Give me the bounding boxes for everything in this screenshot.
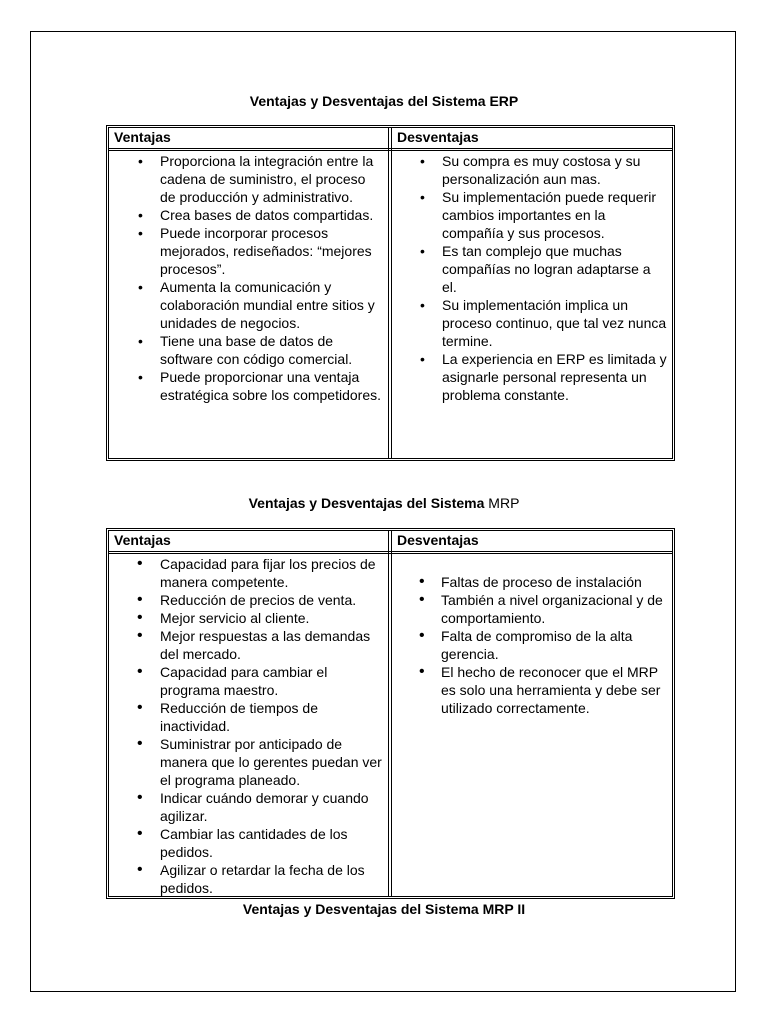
list-item: • Mejor respuestas a las demandas del mercado. [109, 627, 387, 663]
list-item: • Reducción de tiempos de inactividad. [109, 699, 387, 735]
list-item: • El hecho de reconocer que el MRP es solo una herramienta y debe ser utilizado correctamente. [391, 663, 673, 717]
list-item: • Aumenta la comunicación y colaboración mundial entre sitios y unidades de negocios. [109, 278, 387, 332]
mrp-header-desventajas: Desventajas [397, 532, 479, 548]
mrp-table [106, 528, 675, 899]
list-item: • Capacidad para fijar los precios de manera competente. [109, 555, 387, 591]
erp-desventajas-cell [391, 152, 673, 404]
list-item: • Mejor servicio al cliente. [109, 609, 387, 627]
mrp-header-ventajas: Ventajas [114, 532, 171, 548]
erp-ventajas-cell [109, 152, 387, 404]
mrp-desventajas-cell [391, 573, 673, 717]
list-item: • Proporciona la integración entre la cadena de suministro, el proceso de producción y administrativo. [109, 152, 387, 206]
list-item: • Falta de compromiso de la alta gerencia. [391, 627, 673, 663]
list-item: • Tiene una base de datos de software con código comercial. [109, 332, 387, 368]
list-item: • Reducción de precios de venta. [109, 591, 387, 609]
erp-header-desventajas: Desventajas [397, 129, 479, 145]
list-item: • Cambiar las cantidades de los pedidos. [109, 825, 387, 861]
list-item: • Crea bases de datos compartidas. [109, 206, 387, 224]
list-item: • Es tan complejo que muchas compañías no logran adaptarse a el. [391, 242, 673, 296]
list-item: • Su implementación puede requerir cambios importantes en la compañía y sus procesos. [391, 188, 673, 242]
list-item: • Agilizar o retardar la fecha de los pedidos. [109, 861, 387, 897]
erp-desventajas-list [391, 152, 673, 404]
mrp2-title: Ventajas y Desventajas del Sistema MRP II [242, 901, 526, 917]
mrp-ventajas-list [109, 555, 387, 897]
mrp-ventajas-cell [109, 555, 387, 897]
list-item: • Faltas de proceso de instalación [391, 573, 673, 591]
erp-title: Ventajas y Desventajas del Sistema ERP [249, 93, 519, 109]
list-item: • También a nivel organizacional y de comportamiento. [391, 591, 673, 627]
list-item: • Puede proporcionar una ventaja estratégica sobre los competidores. [109, 368, 387, 404]
erp-header-ventajas: Ventajas [114, 129, 171, 145]
list-item: • Su compra es muy costosa y su personalización aun mas. [391, 152, 673, 188]
erp-table [106, 125, 675, 461]
mrp-desventajas-list [391, 573, 673, 717]
erp-ventajas-list [109, 152, 387, 404]
list-item: • La experiencia en ERP es limitada y asignarle personal representa un problema constante. [391, 350, 673, 404]
list-item: • Puede incorporar procesos mejorados, rediseñados: “mejores procesos”. [109, 224, 387, 278]
list-item: • Indicar cuándo demorar y cuando agilizar. [109, 789, 387, 825]
list-item: • Suministrar por anticipado de manera que lo gerentes puedan ver el programa planeado. [109, 735, 387, 789]
list-item: • Su implementación implica un proceso continuo, que tal vez nunca termine. [391, 296, 673, 350]
mrp-title: Ventajas y Desventajas del Sistema MRP [248, 495, 520, 511]
list-item: • Capacidad para cambiar el programa maestro. [109, 663, 387, 699]
